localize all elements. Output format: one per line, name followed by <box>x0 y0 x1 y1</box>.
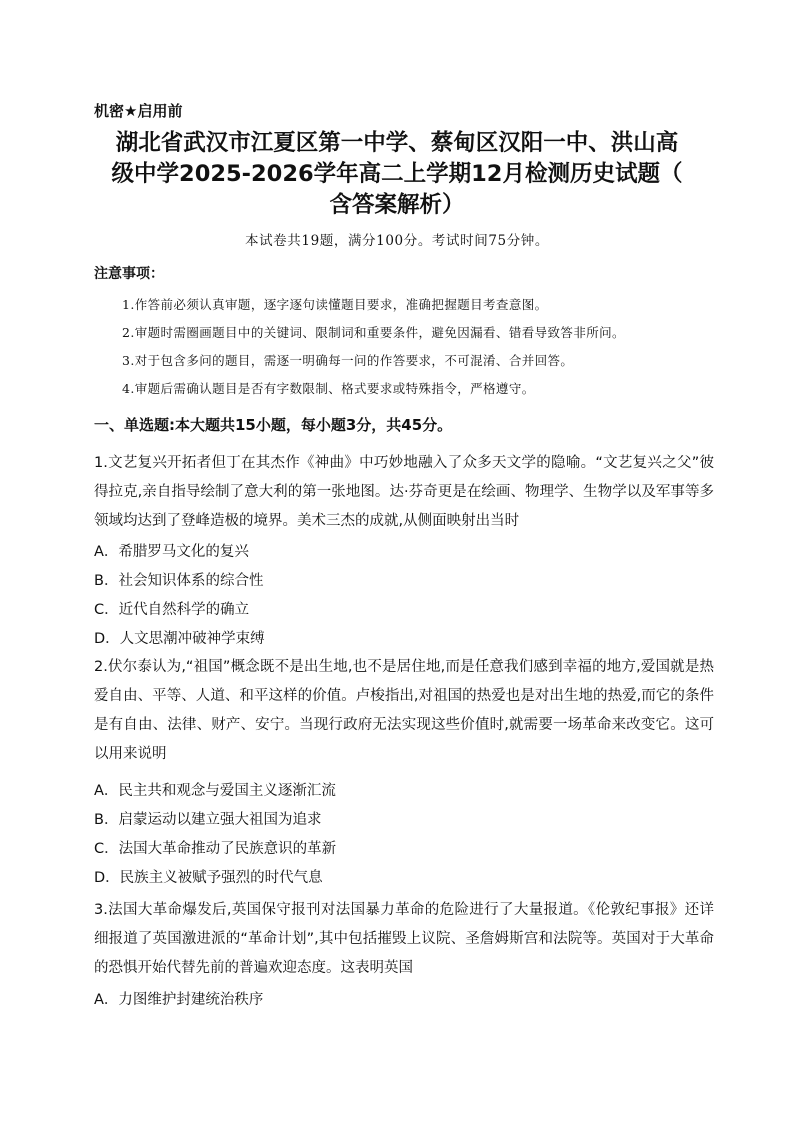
question-2-stem: 2.伏尔泰认为,“祖国”概念既不是出生地,也不是居住地,而是任意我们感到幸福的地方,爱国就是热爱自由、平等、人道、和平这样的价值。卢梭指出,对祖国的热爱也是对出生地的热爱,而它的条件是有自由、法律、财产、安宁。当现行政府无法实现这些价值时,就需要一场革命来改变它。这可以用来说明 <box>94 659 714 762</box>
title-line-2: 级中学2025-2026学年高二上学期12月检测历史试题（ <box>111 161 683 187</box>
note-item: 2.审题时需圈画题目中的关键词、限制词和重要条件，避免因漏看、错看导致答非所问。 <box>122 325 625 340</box>
note-item: 4.审题后需确认题目是否有字数限制、格式要求或特殊指令，严格遵守。 <box>122 381 535 396</box>
title-line-3: 含答案解析） <box>329 192 465 218</box>
question-2-option-c: C．法国大革命推动了民族意识的革新 <box>94 841 337 857</box>
confidential-label: 机密★启用前 <box>94 102 183 120</box>
question-3-stem: 3.法国大革命爆发后,英国保守报刊对法国暴力革命的危险进行了大量报道。《伦敦纪事报》还详细报道了英国激进派的“革命计划”,其中包括摧毁上议院、圣詹姆斯宫和法院等。英国对于大革命的恐惧开始代替先前的普遍欢迎态度。这表明英国 <box>94 902 714 976</box>
question-3-option-a: A．力图维护封建统治秩序 <box>94 992 264 1008</box>
question-2-option-d: D．民族主义被赋予强烈的时代气息 <box>94 870 323 886</box>
question-1-option-d: D．人文思潮冲破神学束缚 <box>94 631 265 647</box>
title-line-1: 湖北省武汉市江夏区第一中学、蔡甸区汉阳一中、洪山高 <box>115 130 679 156</box>
question-2-option-b: B．启蒙运动以建立强大祖国为追求 <box>94 812 322 828</box>
question-1-option-a: A．希腊罗马文化的复兴 <box>94 544 249 560</box>
exam-info: 本试卷共19题，满分100分。考试时间75分钟。 <box>244 233 550 249</box>
section-heading: 一、单选题:本大题共15小题，每小题3分，共45分。 <box>94 416 453 434</box>
question-1-option-b: B．社会知识体系的综合性 <box>94 573 264 589</box>
question-2-option-a: A．民主共和观念与爱国主义逐渐汇流 <box>94 783 336 799</box>
note-item: 3.对于包含多问的题目，需逐一明确每一问的作答要求，不可混淆、合并回答。 <box>122 353 574 368</box>
page-title <box>80 128 714 221</box>
note-item: 1.作答前必须认真审题，逐字逐句读懂题目要求，准确把握题目考查意图。 <box>122 297 548 312</box>
question-1-stem: 1.文艺复兴开拓者但丁在其杰作《神曲》中巧妙地融入了众多天文学的隐喻。“文艺复兴之父”彼得拉克,亲自指导绘制了意大利的第一张地图。达·芬奇更是在绘画、物理学、生物学以及军事等多领域均达到了登峰造极的境界。美术三杰的成就,从侧面映射出当时 <box>94 455 714 529</box>
question-1-option-c: C．近代自然科学的确立 <box>94 602 250 618</box>
notes-heading: 注意事项： <box>94 266 164 282</box>
